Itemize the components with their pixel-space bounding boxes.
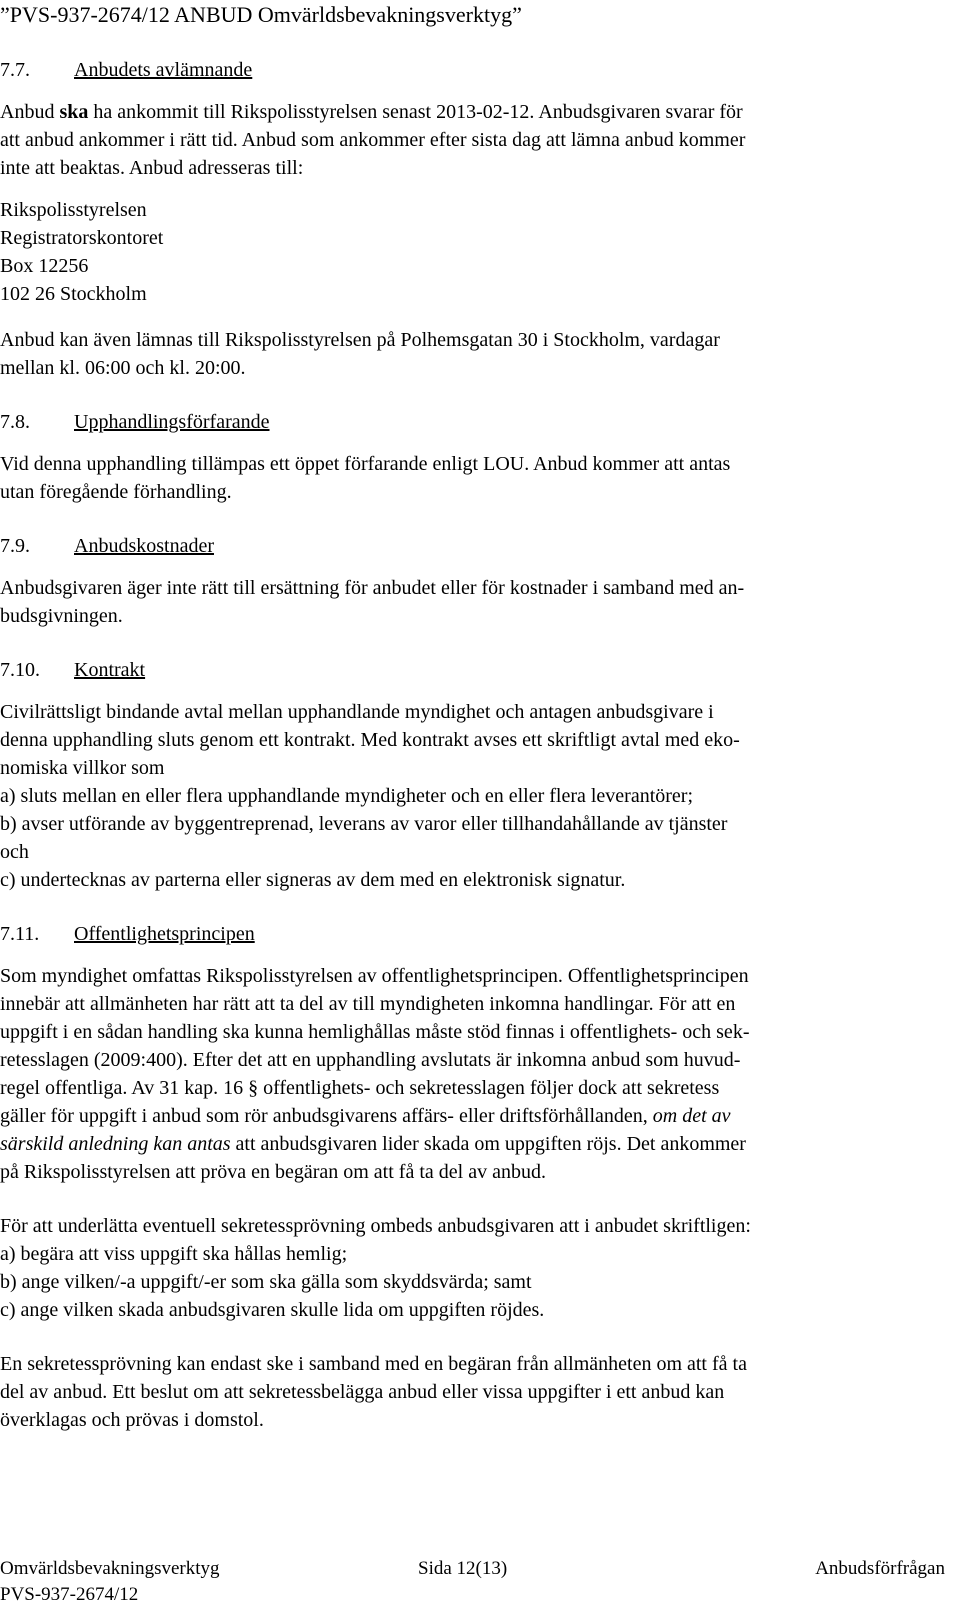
- section-number: 7.7.: [0, 59, 30, 81]
- section-number: 7.8.: [0, 411, 30, 433]
- paragraph-line: [0, 1102, 945, 1130]
- paragraph-line: på Rikspolisstyrelsen att pröva en begäran om att få ta del av anbud.: [0, 1161, 546, 1183]
- paragraph-line: En sekretessprövning kan endast ske i samband med en begäran från allmänheten om att få ta: [0, 1353, 747, 1375]
- paragraph-line: Civilrättsligt bindande avtal mellan upphandlande myndighet och antagen anbudsgivare i: [0, 701, 714, 723]
- footer-row: [0, 1582, 945, 1608]
- paragraph-line: utan föregående förhandling.: [0, 481, 232, 503]
- paragraph-line: Anbudsgivaren äger inte rätt till ersättning för anbudet eller för kostnader i samband med an-: [0, 577, 745, 599]
- list-item: a) sluts mellan en eller flera upphandlande myndigheter och en eller flera leverantörer;: [0, 785, 694, 807]
- list-item: c) undertecknas av parterna eller signeras av dem med en elektronisk signatur.: [0, 869, 626, 891]
- section-title: Kontrakt: [74, 659, 146, 681]
- footer-document-name: Omvärldsbevakningsverktyg: [0, 1558, 220, 1579]
- paragraph-line: del av anbud. Ett beslut om att sekretessbelägga anbud eller vissa uppgifter i ett anbud kan: [0, 1381, 725, 1403]
- section-heading-7-11: [0, 920, 945, 948]
- section-number: 7.11.: [0, 923, 40, 945]
- italic-text: särskild anledning kan antas: [0, 1133, 231, 1155]
- footer-document-type: Anbudsförfrågan: [815, 1558, 945, 1579]
- paragraph-line: [0, 1130, 945, 1158]
- paragraph-line: För att underlätta eventuell sekretessprövning ombeds anbudsgivaren att i anbudet skriftligen:: [0, 1215, 751, 1237]
- section-title: Offentlighetsprincipen: [74, 923, 255, 945]
- section-heading-7-10: [0, 656, 945, 684]
- italic-text: om det av: [652, 1105, 731, 1127]
- bold-text: ska: [59, 101, 89, 123]
- paragraph-line: Vid denna upphandling tillämpas ett öppet förfarande enligt LOU. Anbud kommer att antas: [0, 453, 731, 475]
- paragraph-line: innebär att allmänheten har rätt att ta del av till myndigheten inkomna handlingar. För att en: [0, 993, 736, 1015]
- paragraph-line: nomiska villkor som: [0, 757, 165, 779]
- list-item: a) begära att viss uppgift ska hållas hemlig;: [0, 1243, 348, 1265]
- address-line: Box 12256: [0, 255, 89, 277]
- document-body: [0, 56, 945, 1434]
- paragraph-line: uppgift i en sådan handling ska kunna hemlighållas måste stöd finnas i offentlighets- och sek-: [0, 1021, 750, 1043]
- paragraph-line: budsgivningen.: [0, 605, 123, 627]
- list-item: b) ange vilken/-a uppgift/-er som ska gälla som skyddsvärda; samt: [0, 1271, 532, 1293]
- paragraph-line: överklagas och prövas i domstol.: [0, 1409, 264, 1431]
- address-line: 102 26 Stockholm: [0, 283, 147, 305]
- section-number: 7.9.: [0, 535, 30, 557]
- paragraph-line: inte att beaktas. Anbud adresseras till:: [0, 157, 304, 179]
- section-heading-7-9: [0, 532, 945, 560]
- list-item: c) ange vilken skada anbudsgivaren skulle lida om uppgiften röjdes.: [0, 1299, 545, 1321]
- footer-page-number: Sida 12(13): [418, 1558, 508, 1579]
- running-header: ”PVS-937-2674/12 ANBUD Omvärldsbevakningsverktyg”: [0, 2, 522, 27]
- address-line: Rikspolisstyrelsen: [0, 199, 147, 221]
- footer-row: [0, 1556, 945, 1582]
- paragraph-line: [0, 98, 945, 126]
- section-heading-7-7: [0, 56, 945, 84]
- text-run: Anbud: [0, 101, 60, 123]
- paragraph-line: att anbud ankommer i rätt tid. Anbud som ankommer efter sista dag att lämna anbud kommer: [0, 129, 746, 151]
- paragraph-line: mellan kl. 06:00 och kl. 20:00.: [0, 357, 246, 379]
- list-item: b) avser utförande av byggentreprenad, leverans av varor eller tillhandahållande av tjänster: [0, 813, 728, 835]
- section-title: Anbudets avlämnande: [74, 59, 253, 81]
- text-run: att anbudsgivaren lider skada om uppgiften röjs. Det ankommer: [230, 1133, 746, 1155]
- text-run: gäller för uppgift i anbud som rör anbudsgivarens affärs- eller driftsförhållanden,: [0, 1105, 653, 1127]
- address-line: Registratorskontoret: [0, 227, 164, 249]
- paragraph-line: retesslagen (2009:400). Efter det att en upphandling avslutats är inkomna anbud som huvud-: [0, 1049, 741, 1071]
- section-title: Anbudskostnader: [74, 535, 214, 557]
- footer-reference: PVS-937-2674/12: [0, 1584, 139, 1605]
- section-title: Upphandlingsförfarande: [74, 411, 270, 433]
- page-footer: [0, 1556, 945, 1608]
- section-number: 7.10.: [0, 659, 40, 681]
- section-heading-7-8: [0, 408, 945, 436]
- list-item: och: [0, 841, 29, 863]
- paragraph-line: Som myndighet omfattas Rikspolisstyrelsen av offentlighetsprincipen. Offentlighetsprincipen: [0, 965, 749, 987]
- paragraph-line: Anbud kan även lämnas till Rikspolisstyrelsen på Polhemsgatan 30 i Stockholm, vardagar: [0, 329, 720, 351]
- paragraph-line: denna upphandling sluts genom ett kontrakt. Med kontrakt avses ett skriftligt avtal med eko-: [0, 729, 740, 751]
- text-run: ha ankommit till Rikspolisstyrelsen senast 2013-02-12. Anbudsgivaren svarar för: [88, 101, 743, 123]
- paragraph-line: regel offentliga. Av 31 kap. 16 § offentlighets- och sekretesslagen följer dock att sekretess: [0, 1077, 720, 1099]
